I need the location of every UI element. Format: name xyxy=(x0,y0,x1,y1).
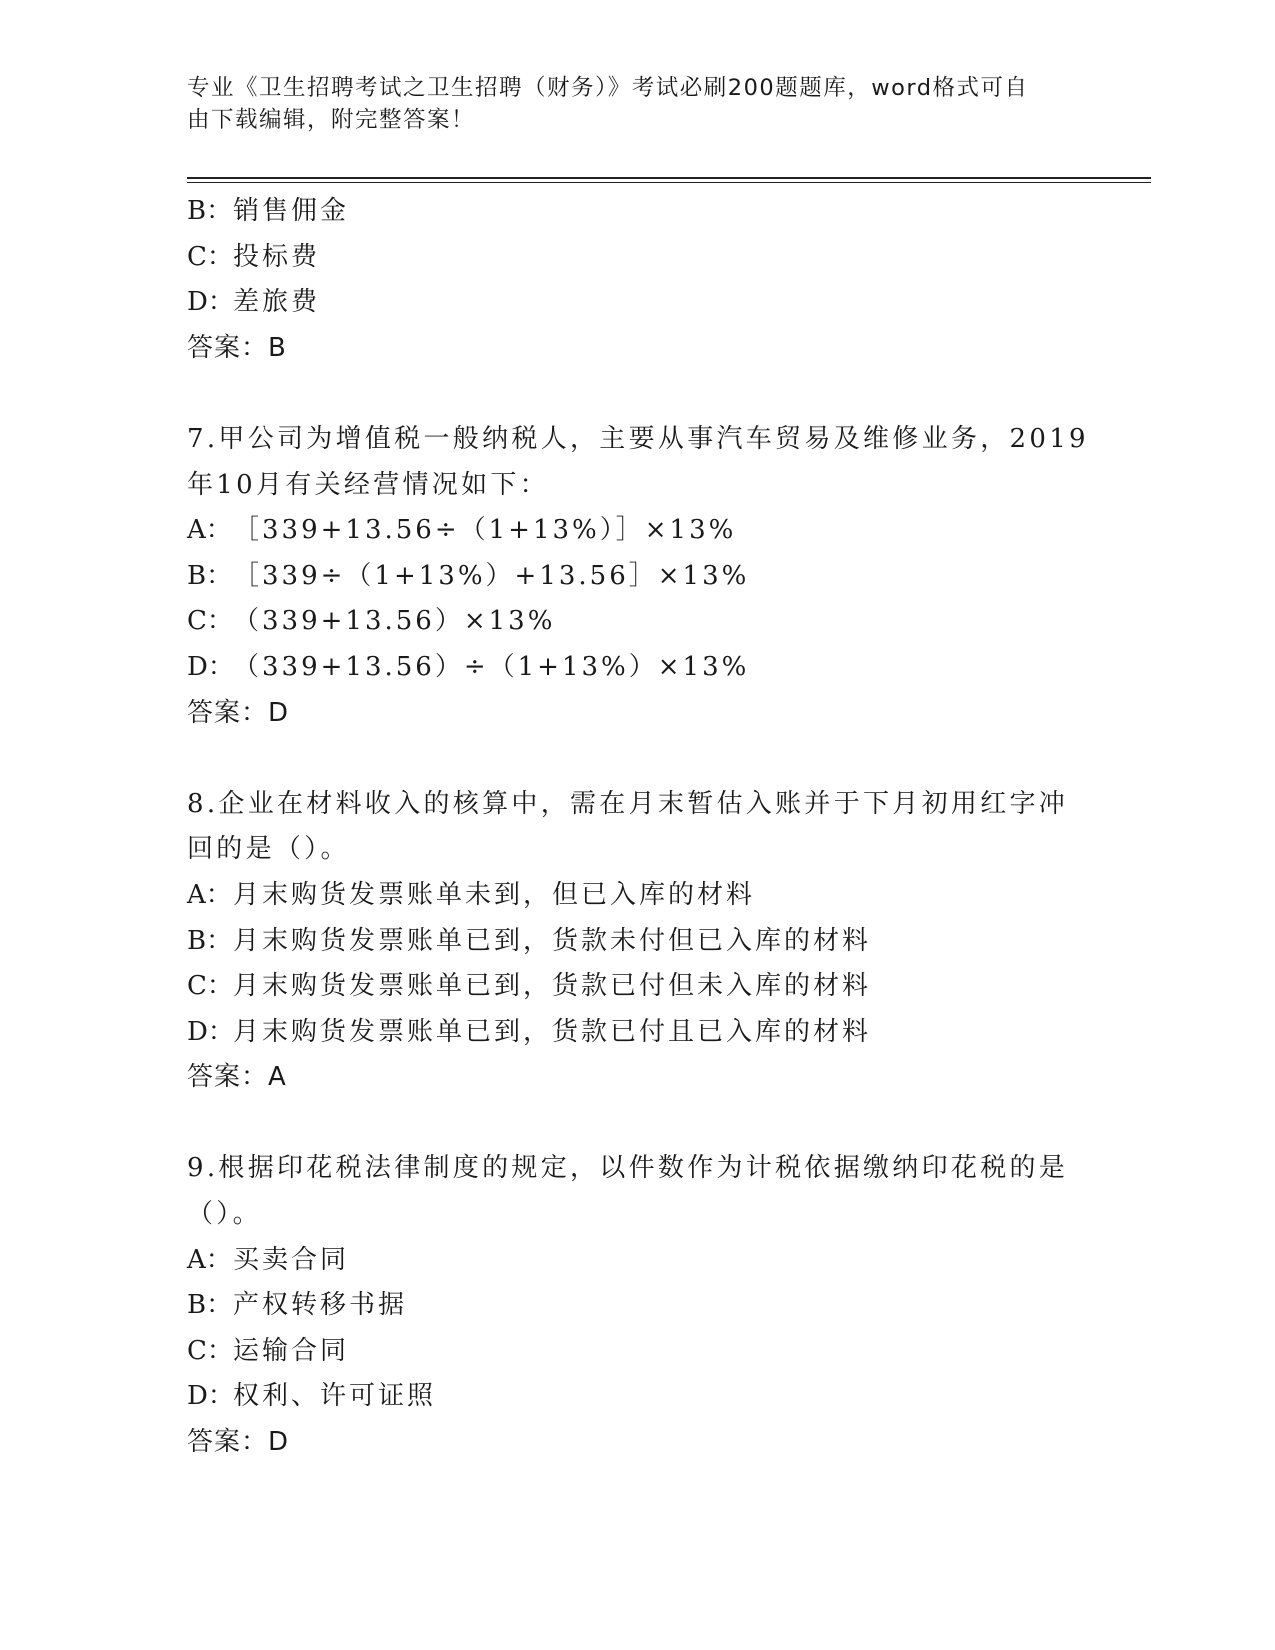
block-spacer xyxy=(187,1101,1087,1147)
answer-line: 答案：A xyxy=(187,1062,287,1093)
option-b: B：产权转移书据 xyxy=(187,1290,408,1321)
option-a: A：［339+13.56÷（1+13%）］×13% xyxy=(187,515,737,546)
option-d: D：（339+13.56）÷（1+13%）×13% xyxy=(187,651,750,682)
document-header xyxy=(187,72,1067,136)
header-divider-thick xyxy=(187,177,1151,179)
header-divider-thin xyxy=(187,182,1151,183)
option-c: C：月末购货发票账单已到，货款已付但未入库的材料 xyxy=(187,971,872,1002)
question-block xyxy=(187,1146,1087,1465)
option-b: B：［339÷（1+13%）+13.56］×13% xyxy=(187,560,750,591)
option-c: C：（339+13.56）×13% xyxy=(187,606,556,637)
header-line-2: 由下载编辑，附完整答案！ xyxy=(187,107,476,133)
answer-line: 答案：D xyxy=(187,697,290,728)
question-block xyxy=(187,417,1087,736)
question-block xyxy=(187,782,1087,1101)
option-c: C：投标费 xyxy=(187,241,321,272)
question-text-line-2: 回的是（）。 xyxy=(187,834,350,865)
option-d: D：差旅费 xyxy=(187,287,321,318)
option-d: D：权利、许可证照 xyxy=(187,1381,437,1412)
question-text-line-1: 8.企业在材料收入的核算中，需在月末暂估入账并于下月初用红字冲 xyxy=(187,788,1069,819)
question-list xyxy=(187,189,1087,1466)
question-text-line-1: 7.甲公司为增值税一般纳税人，主要从事汽车贸易及维修业务，2019 xyxy=(187,423,1089,454)
option-a: A：月末购货发票账单未到，但已入库的材料 xyxy=(187,879,756,910)
question-text-line-2: （）。 xyxy=(187,1199,262,1230)
block-spacer xyxy=(187,736,1087,782)
question-block xyxy=(187,189,1087,371)
option-b: B：销售佣金 xyxy=(187,196,350,226)
question-text-line-1: 9.根据印花税法律制度的规定，以件数作为计税依据缴纳印花税的是 xyxy=(187,1153,1069,1184)
option-b: B：月末购货发票账单已到，货款未付但已入库的材料 xyxy=(187,925,872,956)
option-d: D：月末购货发票账单已到，货款已付且已入库的材料 xyxy=(187,1016,872,1047)
header-line-1: 专业《卫生招聘考试之卫生招聘（财务）》考试必刷200题题库，word格式可自 xyxy=(187,75,1029,101)
question-text-line-2: 年10月有关经营情况如下： xyxy=(187,469,549,500)
option-a: A：买卖合同 xyxy=(187,1244,350,1275)
answer-line: 答案：D xyxy=(187,1427,290,1458)
block-spacer xyxy=(187,371,1087,417)
answer-line: 答案：B xyxy=(187,332,287,363)
option-c: C：运输合同 xyxy=(187,1335,350,1366)
